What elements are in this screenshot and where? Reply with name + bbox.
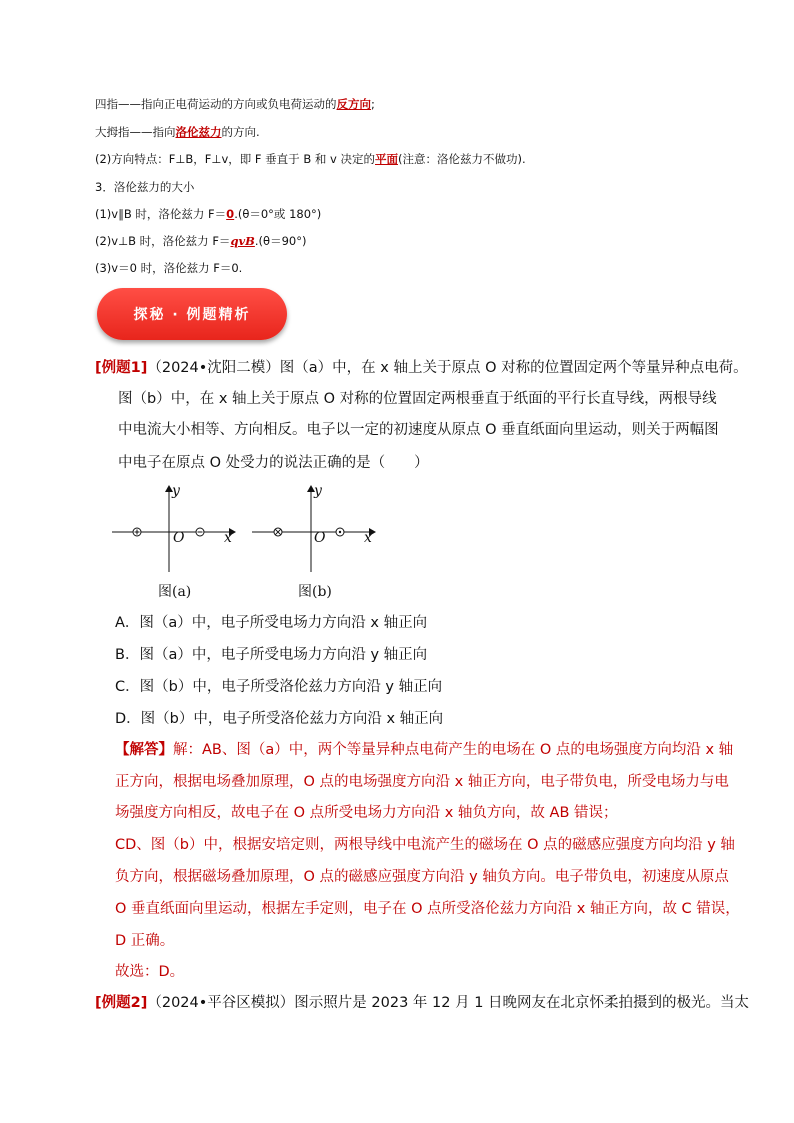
answer-line1: 【解答】解：AB、图（a）中，两个等量异种点电荷产生的电场在 O 点的电场强度方向均沿 x 轴 — [115, 742, 734, 758]
figure-a-y-label: y — [172, 483, 180, 499]
positive-charge-icon — [133, 528, 141, 536]
current-into-page-icon — [274, 528, 282, 536]
answer-final-choice: 故选：D。 — [115, 964, 185, 980]
example1-line3: 中电流大小相等、方向相反。电子以一定的初速度从原点 O 垂直纸面向里运动，则关于两幅图 — [118, 422, 719, 438]
note-line-parallel: (1)v∥B 时，洛伦兹力 F＝0.(θ＝0°或 180°) — [95, 207, 322, 221]
figure-b-origin-label: O — [314, 530, 326, 546]
answer-line6: O 垂直纸面向里运动，根据左手定则，电子在 O 点所受洛伦兹力方向沿 x 轴正方向，故 C 错误， — [115, 901, 740, 917]
note-line-perpendicular: (2)v⊥B 时，洛伦兹力 F＝qvB.(θ＝90°) — [95, 234, 307, 248]
figure-a-caption: 图(a) — [158, 584, 192, 600]
answer-line3: 场强度方向相反，故电子在 O 点所受电场力方向沿 x 轴负方向，故 AB 错误； — [115, 805, 618, 821]
answer-blank: 平面 — [375, 152, 398, 166]
note-line-zero-velocity: (3)v＝0 时，洛伦兹力 F＝0. — [95, 261, 243, 275]
example1-line2: 图（b）中，在 x 轴上关于原点 O 对称的位置固定两根垂直于纸面的平行长直导线，两根导线 — [118, 391, 717, 407]
example1-tag: [例题1] — [95, 360, 148, 376]
answer-tag: 【解答】 — [115, 742, 173, 758]
note-line-direction-feature: (2)方向特点：F⊥B，F⊥v，即 F 垂直于 B 和 v 决定的平面(注意：洛伦兹力不做功). — [95, 152, 526, 166]
figure-a-x-label: x — [224, 530, 232, 546]
figure-b-y-label: y — [314, 483, 322, 499]
section-banner — [97, 288, 287, 340]
figure-a-origin-label: O — [173, 530, 185, 546]
answer-blank: qvB — [230, 234, 255, 248]
example1-line4: 中电子在原点 O 处受力的说法正确的是（ ） — [118, 455, 429, 471]
figure-b-caption: 图(b) — [298, 584, 332, 600]
figure-b-x-label: x — [364, 530, 372, 546]
option-a[interactable]: A．图（a）中，电子所受电场力方向沿 x 轴正向 — [115, 615, 428, 631]
example1-line1: [例题1]（2024•沈阳二模）图（a）中，在 x 轴上关于原点 O 对称的位置固定两个等量异种点电荷。 — [95, 360, 748, 376]
note-line-four-fingers: 四指——指向正电荷运动的方向或负电荷运动的反方向; — [95, 97, 375, 111]
option-b[interactable]: B．图（a）中，电子所受电场力方向沿 y 轴正向 — [115, 647, 428, 663]
example2-line1: [例题2]（2024•平谷区模拟）图示照片是 2023 年 12 月 1 日晚网友在北京怀柔拍摄到的极光。当太 — [95, 995, 750, 1011]
answer-blank: 反方向 — [336, 97, 371, 111]
option-d[interactable]: D．图（b）中，电子所受洛伦兹力方向沿 x 轴正向 — [115, 711, 444, 727]
answer-line4: CD、图（b）中，根据安培定则，两根导线中电流产生的磁场在 O 点的磁感应强度方向均沿 y 轴 — [115, 837, 735, 853]
example2-tag: [例题2] — [95, 995, 148, 1011]
current-out-of-page-icon — [336, 528, 344, 536]
answer-blank: 洛伦兹力 — [175, 125, 222, 139]
section-banner-text: 探秘 · 例题精析 — [133, 307, 251, 323]
note-line-thumb: 大拇指——指向洛伦兹力的方向. — [95, 125, 260, 139]
answer-blank: 0 — [226, 207, 235, 221]
answer-line2: 正方向，根据电场叠加原理，O 点的电场强度方向沿 x 轴正方向，电子带负电，所受电场力与电 — [115, 774, 729, 790]
note-heading-magnitude: 3．洛伦兹力的大小 — [95, 180, 195, 194]
answer-line5: 负方向，根据磁场叠加原理，O 点的磁感应强度方向沿 y 轴负方向。电子带负电，初速度从原点 — [115, 869, 729, 885]
option-c[interactable]: C．图（b）中，电子所受洛伦兹力方向沿 y 轴正向 — [115, 679, 443, 695]
negative-charge-icon — [196, 528, 204, 536]
answer-line7: D 正确。 — [115, 933, 175, 949]
